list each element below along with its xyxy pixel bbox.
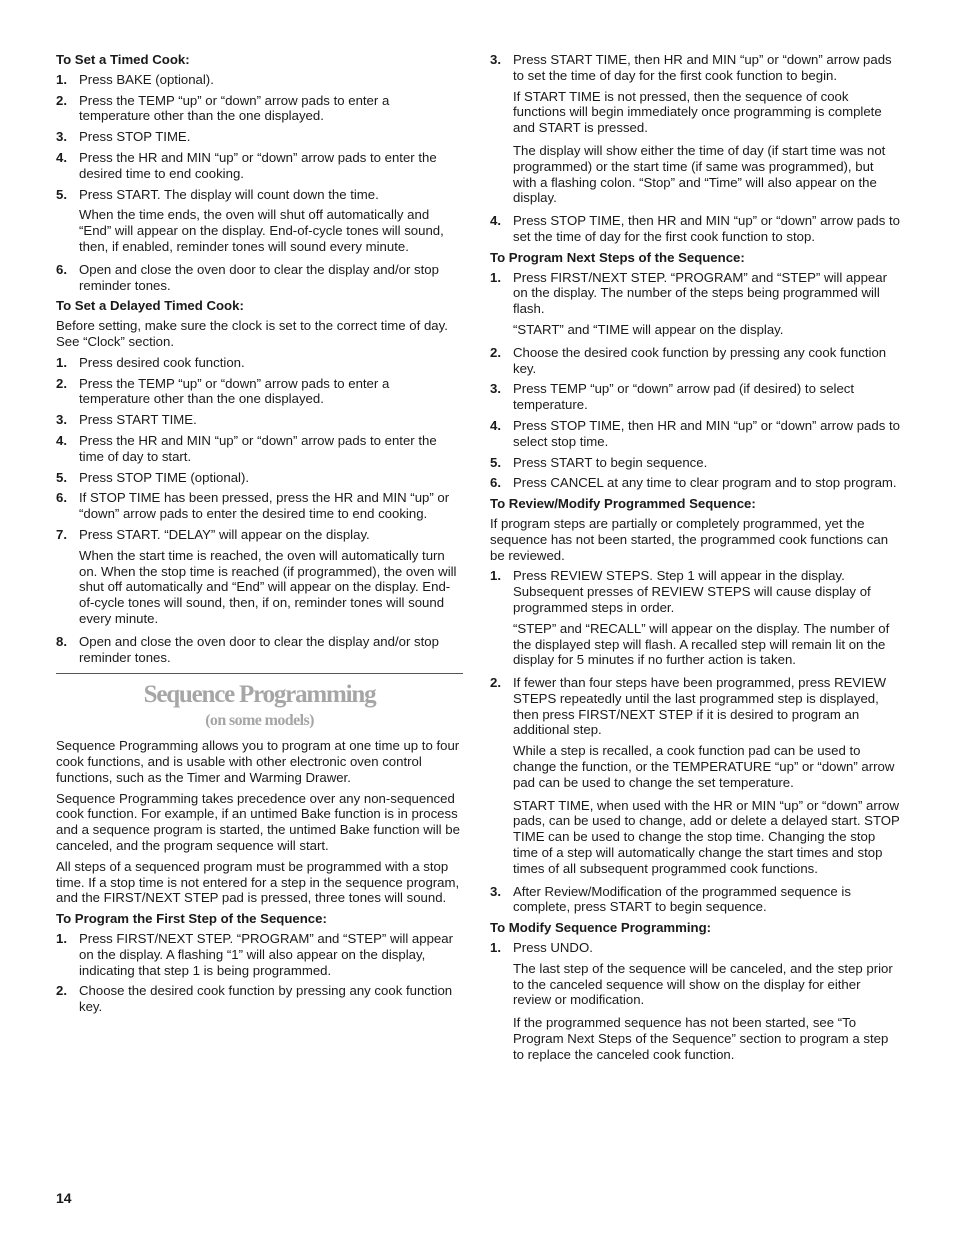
list-item <box>490 270 900 317</box>
list-item <box>490 381 900 413</box>
step-text: Press START to begin sequence. <box>513 454 708 470</box>
precedence-paragraph: Sequence Programming takes precedence over any non-sequenced cook function. For example, if an untimed Bake function is in process and a sequence program is started, the untimed Bake function will be canceled, and the program sequence will start. <box>56 790 460 854</box>
list-item <box>56 72 463 88</box>
step-text: Press STOP TIME (optional). <box>79 469 250 485</box>
list-item <box>56 983 463 1015</box>
step-number: 3. <box>490 381 501 397</box>
page-number: 14 <box>56 1190 72 1206</box>
step-text: Press FIRST/NEXT STEP. “PROGRAM” and “STEP” will appear on the display. The number of the steps being programmed will flash. <box>513 269 887 317</box>
section-subtitle: (on some models) <box>205 712 314 730</box>
step-number: 3. <box>56 129 67 145</box>
first-step-section <box>56 911 463 1015</box>
step-number: 8. <box>56 633 67 649</box>
list-item <box>490 675 900 738</box>
step-text: After Review/Modification of the programmed sequence is complete, press START to begin sequence. <box>513 883 851 915</box>
step-number: 1. <box>490 269 501 285</box>
list-item <box>56 150 463 182</box>
list-item <box>490 418 900 450</box>
step-text: Press the TEMP “up” or “down” arrow pads to enter a temperature other than the one displayed. <box>79 92 390 124</box>
step-number: 2. <box>490 675 501 691</box>
step-number: 1. <box>56 931 67 947</box>
step-text: Press UNDO. <box>513 940 593 956</box>
step-note: If the programmed sequence has not been started, see “To Program Next Steps of the Sequence” section to program a step to replace the canceled cook function. <box>513 1015 889 1062</box>
step-number: 2. <box>490 344 501 360</box>
first-step-continued <box>490 52 900 245</box>
step-text: Press STOP TIME, then HR and MIN “up” or “down” arrow pads to select stop time. <box>513 417 900 449</box>
list-item <box>490 940 900 956</box>
step-text: Press FIRST/NEXT STEP. “PROGRAM” and “STEP” will appear on the display. A flashing “1” will also appear on the display, indicating that step 1 is being programmed. <box>79 931 453 978</box>
step-number: 4. <box>56 149 67 165</box>
step-number: 6. <box>56 490 67 506</box>
section-intro: Before setting, make sure the clock is set to the correct time of day. See “Clock” section. <box>56 318 448 349</box>
review-modify-section <box>490 496 900 915</box>
left-column <box>56 52 463 1020</box>
section-title: Sequence Programming <box>143 681 376 709</box>
step-text: Open and close the oven door to clear the display and/or stop reminder tones. <box>79 633 439 665</box>
step-text: Press STOP TIME. <box>79 129 191 145</box>
step-text: Choose the desired cook function by pressing any cook function key. <box>513 344 887 376</box>
step-note: START TIME, when used with the HR or MIN “up” or “down” arrow pads, can be used to change, add or delete a delayed start. STOP TIME can be used to change the stop time. Changing the stop time of a step will automatically change the start times and stop times of all subsequent programmed cook functions. <box>513 797 900 876</box>
step-text: If STOP TIME has been pressed, press the HR and MIN “up” or “down” arrow pads to enter the desired time to end cooking. <box>79 490 450 522</box>
section-divider <box>56 673 463 674</box>
step-number: 5. <box>56 186 67 202</box>
section-heading: To Review/Modify Programmed Sequence: <box>490 496 756 512</box>
step-note: If START TIME is not pressed, then the sequence of cook functions will begin immediately once programming is complete and START is pressed. <box>513 88 882 136</box>
list-item <box>56 93 463 125</box>
list-item <box>490 475 900 491</box>
step-number: 1. <box>490 940 501 956</box>
right-column <box>490 52 900 1070</box>
list-item <box>56 412 463 428</box>
step-number: 5. <box>56 469 67 485</box>
step-number: 3. <box>56 412 67 428</box>
list-item <box>490 884 900 916</box>
list-item <box>56 355 463 371</box>
stop-time-paragraph: All steps of a sequenced program must be programmed with a stop time. If a stop time is not entered for a step in the sequence program, and the FIRST/NEXT STEP pad is pressed, three tones will sound. <box>56 858 460 906</box>
step-text: Press STOP TIME, then HR and MIN “up” or “down” arrow pads to set the time of day for the first cook function to stop. <box>513 213 900 244</box>
step-text: Press TEMP “up” or “down” arrow pad (if desired) to select temperature. <box>513 381 855 413</box>
list-item <box>490 213 900 245</box>
list-item <box>490 52 900 84</box>
step-text: Press BAKE (optional). <box>79 71 214 87</box>
step-number: 4. <box>56 432 67 448</box>
list-item <box>56 129 463 145</box>
list-item <box>490 345 900 377</box>
step-number: 1. <box>56 71 67 87</box>
step-text: Open and close the oven door to clear the display and/or stop reminder tones. <box>79 261 439 293</box>
section-heading: To Program Next Steps of the Sequence: <box>490 249 745 265</box>
section-heading: To Set a Timed Cook: <box>56 52 190 67</box>
list-item <box>56 931 463 978</box>
step-text: If fewer than four steps have been programmed, press REVIEW STEPS repeatedly until the last programmed step is displayed, then press FIRST/NEXT STEP if it is desired to program an additional step. <box>513 675 887 738</box>
step-number: 3. <box>490 883 501 899</box>
section-heading: To Modify Sequence Programming: <box>490 920 712 936</box>
step-text: Press the HR and MIN “up” or “down” arrow pads to enter the desired time to end cooking. <box>79 149 437 181</box>
section-intro: If program steps are partially or completely programmed, yet the sequence has not been started, the programmed cook functions can be reviewed. <box>490 515 889 563</box>
list-item <box>490 455 900 471</box>
section-heading: To Program the First Step of the Sequence: <box>56 911 327 927</box>
modify-sequence-section <box>490 920 900 1062</box>
list-item <box>56 490 463 522</box>
section-heading: To Set a Delayed Timed Cook: <box>56 298 244 314</box>
step-text: Press the TEMP “up” or “down” arrow pads to enter a temperature other than the one displayed. <box>79 375 390 407</box>
step-text: Press desired cook function. <box>79 354 245 370</box>
next-steps-section <box>490 250 900 491</box>
step-number: 2. <box>56 92 67 108</box>
step-note: The last step of the sequence will be canceled, and the step prior to the canceled sequence will show on the display for either review or modification. <box>513 960 893 1008</box>
step-text: Press START TIME, then HR and MIN “up” or “down” arrow pads to set the time of day for the first cook function to begin. <box>513 52 892 83</box>
step-number: 5. <box>490 454 501 470</box>
list-item <box>490 568 900 615</box>
step-text: Press START TIME. <box>79 412 197 428</box>
list-item <box>56 262 463 294</box>
step-number: 6. <box>490 475 501 491</box>
step-note: The display will show either the time of day (if start time was not programmed) or the start time (if same was programmed), but with a flashing colon. “Stop” and “Time” will also appear on the display. <box>513 142 886 206</box>
step-text: Press the HR and MIN “up” or “down” arrow pads to enter the time of day to start. <box>79 432 437 464</box>
list-item <box>56 433 463 465</box>
step-text: Choose the desired cook function by pressing any cook function key. <box>79 983 453 1015</box>
step-text: Press START. The display will count down the time. <box>79 186 379 202</box>
step-text: Press REVIEW STEPS. Step 1 will appear in the display. Subsequent presses of REVIEW STEPS will cause display of programmed steps in order. <box>513 568 871 615</box>
step-note: While a step is recalled, a cook function pad can be used to change the function, or the TEMPERATURE “up” or “down” arrow pad can be used to change the set temperature. <box>513 743 895 790</box>
step-number: 1. <box>490 568 501 584</box>
step-number: 4. <box>490 417 501 433</box>
step-note: “START” and “TIME will appear on the display. <box>513 321 784 337</box>
step-note: When the time ends, the oven will shut off automatically and “End” will appear on the display. End-of-cycle tones will sound, then, if enabled, reminder tones will sound every minute. <box>79 207 444 254</box>
step-text: Press CANCEL at any time to clear program and to stop program. <box>513 475 897 491</box>
list-item <box>56 527 463 543</box>
intro-paragraph: Sequence Programming allows you to program at one time up to four cook functions, and is usable with other electronic oven control functions, such as the Timer and Warming Drawer. <box>56 738 460 785</box>
step-number: 2. <box>56 375 67 391</box>
step-note: “STEP” and “RECALL” will appear on the display. The number of the displayed step will flash. A recalled step will remain lit on the display for 5 minutes if no further action is taken. <box>513 620 890 668</box>
step-number: 1. <box>56 354 67 370</box>
timed-cook-section <box>56 52 463 293</box>
step-number: 4. <box>490 213 501 229</box>
list-item <box>56 187 463 203</box>
step-text: Press START. “DELAY” will appear on the display. <box>79 526 370 542</box>
list-item <box>56 470 463 486</box>
step-number: 2. <box>56 983 67 999</box>
step-number: 6. <box>56 261 67 277</box>
delayed-cook-section <box>56 298 463 665</box>
step-number: 3. <box>490 52 501 67</box>
list-item <box>56 634 463 666</box>
list-item <box>56 376 463 408</box>
step-note: When the start time is reached, the oven will automatically turn on. When the stop time is reached (if programmed), the oven will shut off automatically and “End” will appear on the display. End-of-cycle tones will sound, then, if on, reminder tones will sound every minute. <box>79 547 457 626</box>
step-number: 7. <box>56 526 67 542</box>
